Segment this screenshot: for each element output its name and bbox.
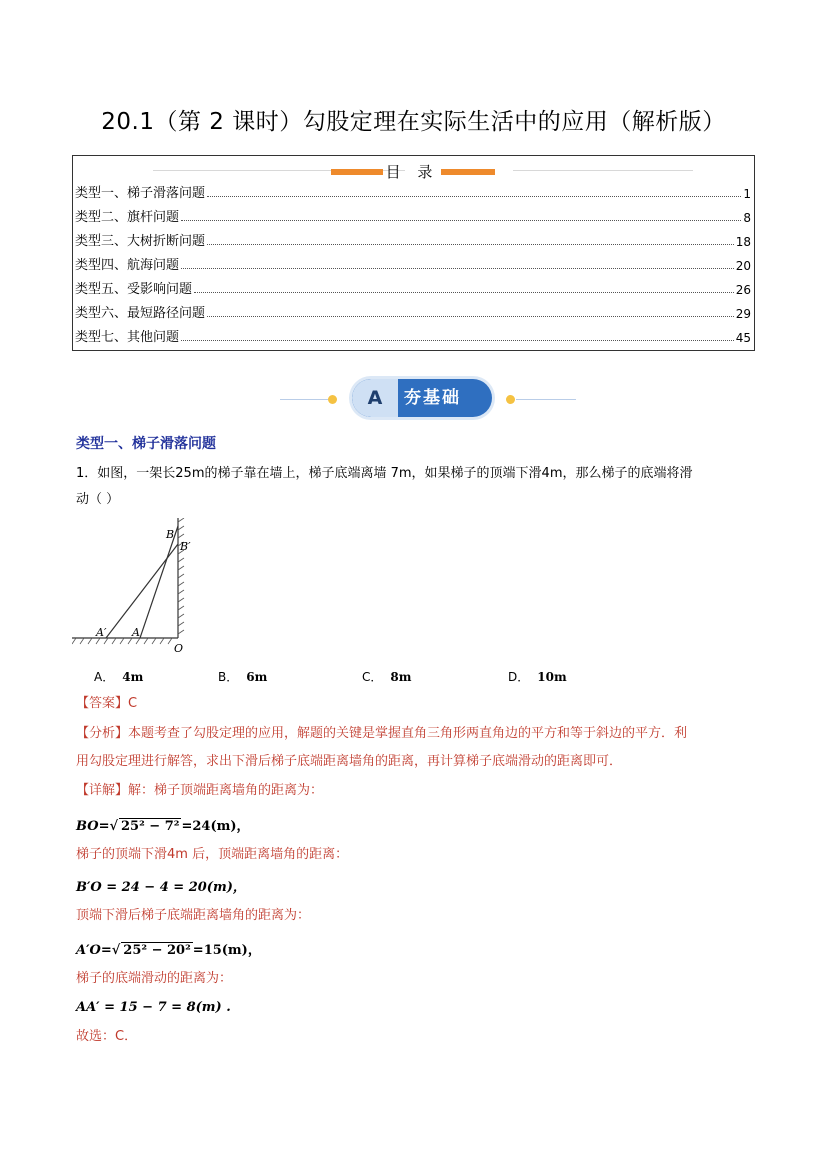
- toc-item-page: 1: [743, 187, 751, 201]
- toc-item-label: 类型七、其他问题: [75, 330, 180, 345]
- banner-line-left: [280, 399, 328, 400]
- toc-item[interactable]: [75, 231, 751, 249]
- equation-4: AA′ = 15 − 7 = 8(m) .: [76, 1000, 231, 1015]
- question-text: 1．如图，一架长25m的梯子靠在墙上，梯子底端离墙 7m，如果梯子的顶端下滑4m，那么梯子的底端将滑: [76, 466, 693, 481]
- conclusion: 故选：C．: [76, 1029, 138, 1044]
- banner-line-right: [516, 399, 576, 400]
- answer-line: 【答案】C: [76, 696, 138, 711]
- page-title: 20.1（第 2 课时）勾股定理在实际生活中的应用（解析版）: [101, 109, 726, 135]
- toc-heading: 目 录: [385, 163, 439, 181]
- toc-item-label: 类型三、大树折断问题: [75, 234, 206, 249]
- toc-item-page: 18: [735, 235, 751, 249]
- toc-accent-bar-left: [331, 169, 383, 175]
- detail-text-3: 顶端下滑后梯子底端距离墙角的距离为：: [76, 908, 311, 923]
- detail-text-2: 梯子的顶端下滑4m 后，顶端距离墙角的距离：: [76, 847, 349, 862]
- toc-item[interactable]: [75, 279, 751, 297]
- banner-dot-left: [328, 395, 337, 404]
- label-o: O: [174, 642, 184, 655]
- option-d[interactable]: D． 10m: [508, 670, 567, 684]
- toc-item[interactable]: [75, 303, 751, 321]
- ladder-figure: [72, 518, 192, 658]
- table-of-contents: [72, 155, 755, 351]
- toc-item-label: 类型六、最短路径问题: [75, 306, 206, 321]
- label-b: B: [166, 528, 175, 541]
- label-b-prime: B′: [180, 540, 191, 553]
- toc-item[interactable]: [75, 327, 751, 345]
- banner-pill: [352, 379, 492, 417]
- label-a-prime: A′: [96, 626, 107, 639]
- option-b[interactable]: B． 6m: [218, 670, 268, 684]
- toc-item-label: 类型二、旗杆问题: [75, 210, 180, 225]
- question-text-cont: 动（ ）: [76, 492, 120, 507]
- equation-3: A′O=√ 25² − 20² =15(m)，: [76, 943, 261, 958]
- toc-item-page: 8: [743, 211, 751, 225]
- label-a: A: [132, 626, 140, 639]
- detail-line: 【详解】解：梯子顶端距离墙角的距离为：: [76, 783, 324, 798]
- banner-dot-right: [506, 395, 515, 404]
- toc-item-page: 26: [735, 283, 751, 297]
- toc-header: [73, 160, 754, 182]
- toc-item-label: 类型四、航海问题: [75, 258, 180, 273]
- toc-item-label: 类型一、梯子滑落问题: [75, 186, 206, 201]
- toc-item-page: 29: [735, 307, 751, 321]
- analysis-line: 【分析】本题考查了勾股定理的应用，解题的关键是掌握直角三角形两直角边的平方和等于斜边的平方．利: [76, 726, 688, 741]
- equation-1: BO=√ 25² − 7² =24(m)，: [76, 819, 250, 834]
- toc-item-label: 类型五、受影响问题: [75, 282, 193, 297]
- analysis-line-cont: 用勾股定理进行解答，求出下滑后梯子底端距离墙角的距离，再计算梯子底端滑动的距离即可．: [76, 754, 623, 769]
- option-c[interactable]: C． 8m: [362, 670, 412, 684]
- toc-item-page: 20: [735, 259, 751, 273]
- toc-item[interactable]: [75, 183, 751, 201]
- toc-accent-bar-right: [441, 169, 495, 175]
- option-a[interactable]: A． 4m: [94, 670, 144, 684]
- section-title: 类型一、梯子滑落问题: [76, 436, 216, 452]
- banner-text: 夯基础: [404, 388, 461, 408]
- banner-letter: A: [352, 379, 398, 417]
- equation-2: B′O = 24 − 4 = 20(m)，: [76, 880, 246, 895]
- toc-rule-right: [513, 170, 693, 171]
- detail-text-4: 梯子的底端滑动的距离为：: [76, 971, 233, 986]
- section-banner: [280, 378, 580, 420]
- toc-item[interactable]: [75, 207, 751, 225]
- toc-item-page: 45: [735, 331, 751, 345]
- toc-item[interactable]: [75, 255, 751, 273]
